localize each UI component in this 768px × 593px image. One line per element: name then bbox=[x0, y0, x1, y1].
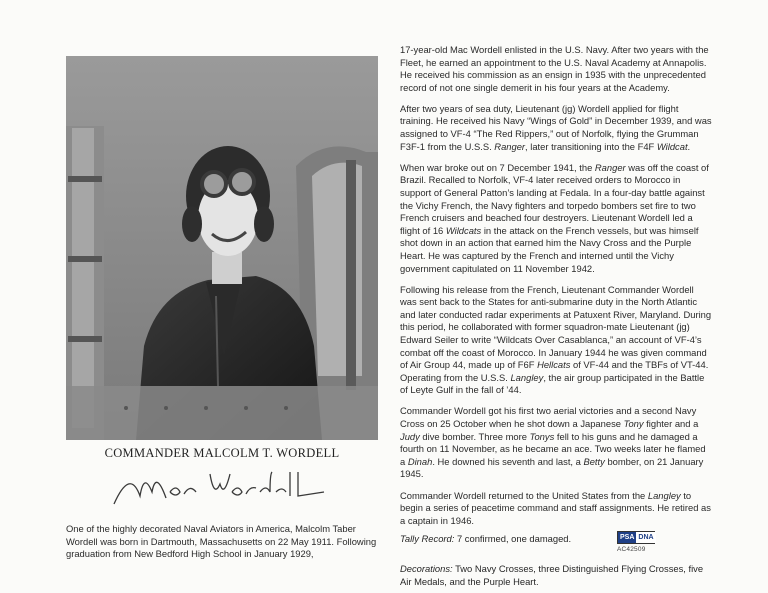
ship-name: Langley bbox=[510, 371, 544, 383]
logo-text: DNA bbox=[638, 534, 654, 542]
psa-dna-logo bbox=[617, 531, 655, 544]
ship-name: Ranger bbox=[594, 161, 626, 173]
plane-name: Tonys bbox=[529, 430, 555, 442]
text: . bbox=[687, 140, 691, 152]
text: Following his release from the French, Lieutenant Commander Wordell was sent back to the States for anti-submarine duty in the North Atlantic and later conducted radar experiments at Patuxent River, Maryland. During this period, he collaborated with former squadron-mate Lieutenant (jg) Edward Seiler to write “Wildcats Over Casablanca,” an account of VF-4’s combat off the coast of Morocco. In January 1944 he was given command of Air Group 44, made up of F6F bbox=[400, 283, 712, 371]
biography-column bbox=[400, 44, 712, 588]
ship-name: Langley bbox=[647, 489, 681, 501]
text: in the attack on the French vessels, but was himself shot down in an action that earned him the Navy Cross and the Purple Heart. He was captured by the French and interned until the Vichy government capitulated on 11 November 1942. bbox=[400, 224, 699, 274]
plane-name: Betty bbox=[583, 455, 605, 467]
authentication-sticker bbox=[617, 531, 677, 553]
tally-record bbox=[400, 533, 571, 546]
plane-name: Judy bbox=[400, 430, 420, 442]
logo-text: PSA bbox=[620, 534, 635, 542]
plane-name: Hellcats bbox=[537, 359, 571, 371]
decorations-value: Two Navy Crosses, three Distinguished Flying Crosses, five Air Medals, and the Purple Heart. bbox=[400, 563, 704, 587]
plane-name: Tony bbox=[623, 418, 644, 430]
text: . He downed his seventh and last, a bbox=[432, 455, 584, 467]
photo-caption: COMMANDER MALCOLM T. WORDELL bbox=[104, 446, 340, 460]
intro-paragraph: One of the highly decorated Naval Aviators in America, Malcolm Taber Wordell was born in Dartmouth, Massachusetts on 22 May 1911. Following graduation from New Bedford High School in January 1929, bbox=[66, 523, 377, 560]
text: , the air group participated in the Battle of Leyte Gulf in the fall of ’44. bbox=[400, 371, 705, 396]
signature bbox=[110, 462, 330, 512]
text: of VF-44 and the TBFs of VT-44. Operating from the U.S.S. bbox=[400, 359, 709, 383]
text: bomber, on 21 January 1945. bbox=[400, 455, 704, 480]
pilot-photo bbox=[66, 56, 378, 440]
certification-code: AC42509 bbox=[617, 546, 646, 554]
text: , later transitioning into the F4F bbox=[525, 140, 657, 152]
text: After two years of sea duty, Lieutenant (jg) Wordell applied for flight training. He received his Navy “Wings of Gold” in December 1939, and was assigned to VF-4 “The Red Rippers,” out of Norfolk, flying the Grumman F3F-1 from the U.S.S. bbox=[400, 102, 712, 152]
paragraph-release bbox=[400, 284, 712, 397]
paragraph-war-outbreak bbox=[400, 162, 712, 275]
paragraph-victories bbox=[400, 405, 712, 481]
decorations bbox=[400, 563, 712, 588]
text: to begin a series of peacetime command and staff assignments. He retired as a captain in 1946. bbox=[400, 489, 711, 526]
text: was off the coast of Brazil. Recalled to Norfolk, VF-4 later received orders to Morocco in support of General Patton’s landing at Fedala. In a four-day battle against the Vichy French, the Navy fighters and torpedo bombers set fire to two French cruisers and beached four destroyers. Lieutenant Wordell led a flight of 16 bbox=[400, 161, 709, 236]
text: Commander Wordell returned to the United States from the bbox=[400, 489, 648, 501]
plane-name: Wildcat bbox=[656, 140, 688, 152]
tally-row bbox=[400, 531, 712, 557]
paragraph-return bbox=[400, 490, 712, 528]
text: dive bomber. Three more bbox=[419, 430, 530, 442]
tally-label: Tally Record: bbox=[400, 533, 455, 545]
text: When war broke out on 7 December 1941, the bbox=[400, 161, 595, 173]
tally-value: 7 confirmed, one damaged. bbox=[454, 533, 572, 545]
paragraph-enlistment: 17-year-old Mac Wordell enlisted in the U.S. Navy. After two years with the Fleet, he earned an appointment to the U.S. Naval Academy at Annapolis. He received his commission as an ensign in 1935 with the unprecedented record of not one single demerit in his four years at the Academy. bbox=[400, 44, 709, 93]
ship-name: Ranger bbox=[494, 140, 526, 152]
text: Commander Wordell got his first two aerial victories and a second Navy Cross on 25 October when he shot down a Japanese bbox=[400, 405, 697, 430]
paragraph-flight-training bbox=[400, 103, 712, 153]
plane-name: Dinah bbox=[407, 455, 433, 467]
plane-name: Wildcats bbox=[445, 224, 482, 236]
text: fell to his guns and he damaged a fourth on 11 November, as he became an ace. Two weeks later he flamed a bbox=[400, 430, 706, 467]
decorations-label: Decorations: bbox=[400, 563, 453, 575]
text: fighter and a bbox=[643, 418, 699, 430]
